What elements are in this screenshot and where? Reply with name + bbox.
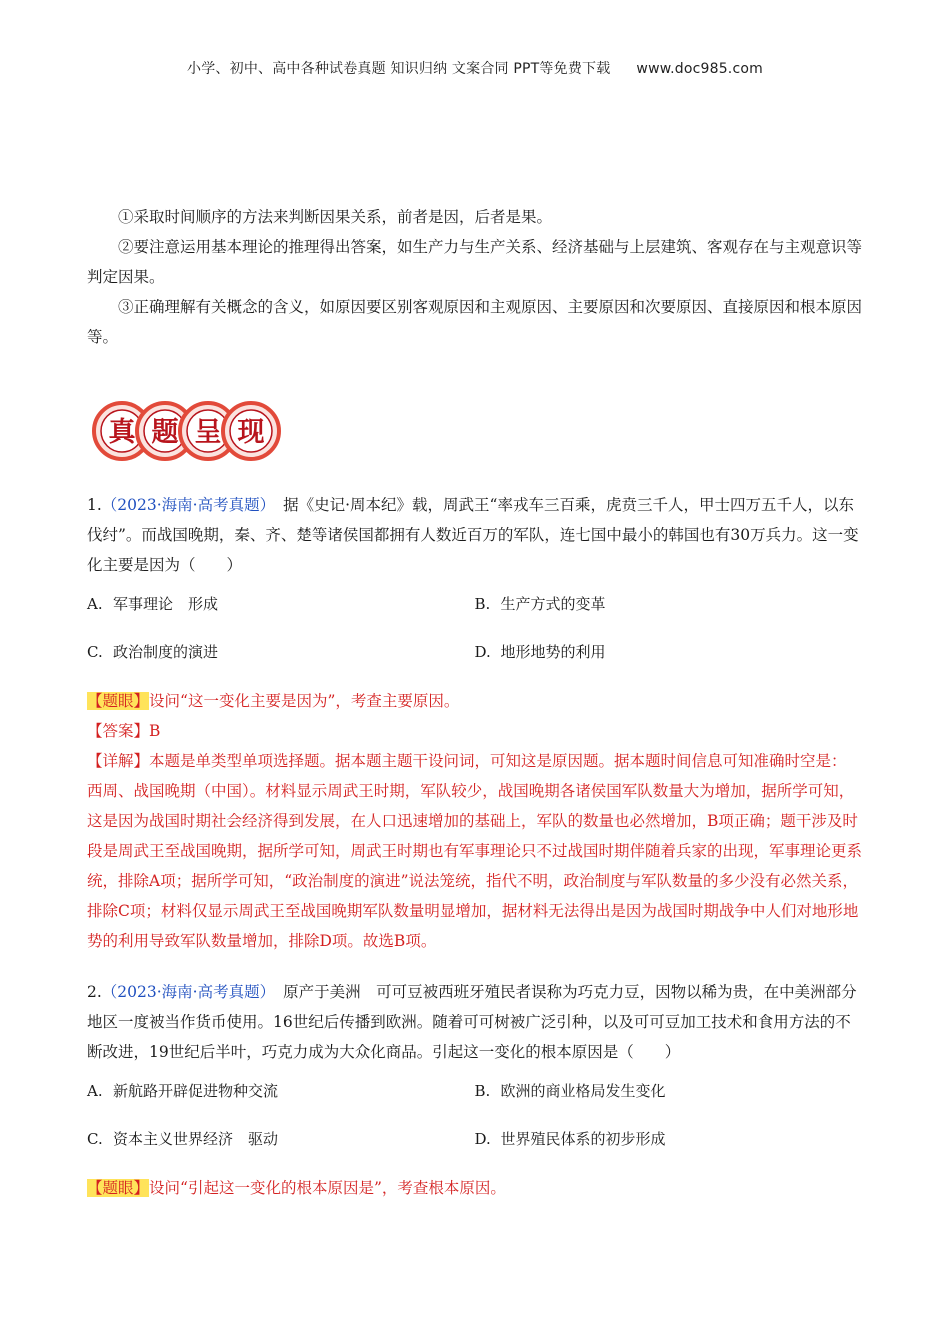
intro-point-2: ②要注意运用基本理论的推理得出答案，如生产力与生产关系、经济基础与上层建筑、客观存在与主观意识等判定因果。 xyxy=(87,238,863,286)
header-url[interactable]: www.doc985.com xyxy=(636,61,763,77)
page-header xyxy=(0,58,950,78)
svg-text:呈: 呈 xyxy=(194,417,222,448)
question-2-stem xyxy=(87,977,862,1067)
question-1-source: （2023·海南·高考真题） xyxy=(101,496,276,514)
question-1-tiyan: 【题眼】设问“这一变化主要是因为”，考查主要原因。 xyxy=(87,692,460,710)
question-2-number: 2. xyxy=(87,983,102,1001)
question-2-option-c[interactable]: C. 资本主义世界经济 驱动 xyxy=(87,1130,279,1148)
question-1-analysis xyxy=(87,686,862,956)
question-2-option-b[interactable]: B. 欧洲的商业格局发生变化 xyxy=(474,1082,666,1100)
question-2-tiyan: 【题眼】设问“引起这一变化的根本原因是”，考查根本原因。 xyxy=(87,1179,506,1197)
question-2-analysis xyxy=(87,1173,862,1203)
question-2-options xyxy=(87,1077,862,1173)
banner-char-4 xyxy=(223,403,279,459)
question-1-stem xyxy=(87,490,862,580)
section-banner xyxy=(88,400,284,462)
tiyan-tag: 【题眼】 xyxy=(87,692,150,710)
question-2-text: 原产于美洲 可可豆被西班牙殖民者误称为巧克力豆，因物以稀为贵，在中美洲部分地区一度被当作货币使用。16世纪后传播到欧洲。随着可可树被广泛引种，以及可可豆加工技术和食用方法的不断改进，19世纪后半叶，巧克力成为大众化商品。引起这一变化的根本原因是（ ） xyxy=(87,983,857,1061)
question-2-option-d[interactable]: D. 世界殖民体系的初步形成 xyxy=(474,1130,666,1148)
question-1-answer: 【答案】B xyxy=(87,722,161,740)
svg-text:真: 真 xyxy=(108,417,136,448)
question-1-option-c[interactable]: C. 政治制度的演进 xyxy=(87,643,219,661)
question-2-option-a[interactable]: A. 新航路开辟促进物种交流 xyxy=(87,1082,279,1100)
svg-text:现: 现 xyxy=(237,417,265,448)
question-1 xyxy=(87,490,862,956)
question-1-number: 1. xyxy=(87,496,102,514)
tiyan-tag: 【题眼】 xyxy=(87,1179,150,1197)
answer-tag: 【答案】 xyxy=(87,722,150,740)
intro-point-1: ①采取时间顺序的方法来判断因果关系，前者是因，后者是果。 xyxy=(118,208,553,226)
question-1-option-b[interactable]: B. 生产方式的变革 xyxy=(474,595,606,613)
question-1-text: 据《史记·周本纪》载，周武王“率戎车三百乘，虎贲三千人，甲士四万五千人，以东伐纣”。而战国晚期，秦、齐、楚等诸侯国都拥有人数近百万的军队，连七国中最小的韩国也有30万兵力。这一变化主要是因为（ ） xyxy=(87,496,859,574)
detail-tag: 【详解】 xyxy=(87,752,150,770)
question-1-options xyxy=(87,590,862,686)
question-1-option-d[interactable]: D. 地形地势的利用 xyxy=(474,643,606,661)
intro-section xyxy=(87,202,862,352)
svg-text:题: 题 xyxy=(151,417,179,448)
intro-point-3: ③正确理解有关概念的含义，如原因要区别客观原因和主观原因、主要原因和次要原因、直接原因和根本原因等。 xyxy=(87,298,863,346)
question-2 xyxy=(87,977,862,1203)
question-2-source: （2023·海南·高考真题） xyxy=(101,983,276,1001)
question-1-detail: 【详解】本题是单类型单项选择题。据本题主题干设问词，可知这是原因题。据本题时间信息可知准确时空是：西周、战国晚期（中国）。材料显示周武王时期，军队较少，战国晚期各诸侯国军队数量大为增加，据所学可知，这是因为战国时期社会经济得到发展，在人口迅速增加的基础上，军队的数量也必然增加，B项正确；题干涉及时段是周武王至战国晚期，据所学可知，周武王时期也有军事理论只不过战国时期伴随着兵家的出现，军事理论更系统，排除A项；据所学可知，“政治制度的演进”说法笼统，指代不明，政治制度与军队数量的多少没有必然关系，排除C项；材料仅显示周武王至战国晚期军队数量明显增加，据材料无法得出是因为战国时期战争中人们对地形地势的利用导致军队数量增加，排除D项。故选B项。 xyxy=(87,752,863,950)
question-1-option-a[interactable]: A. 军事理论 形成 xyxy=(87,595,219,613)
header-text: 小学、初中、高中各种试卷真题 知识归纳 文案合同 PPT等免费下载 xyxy=(187,61,611,77)
